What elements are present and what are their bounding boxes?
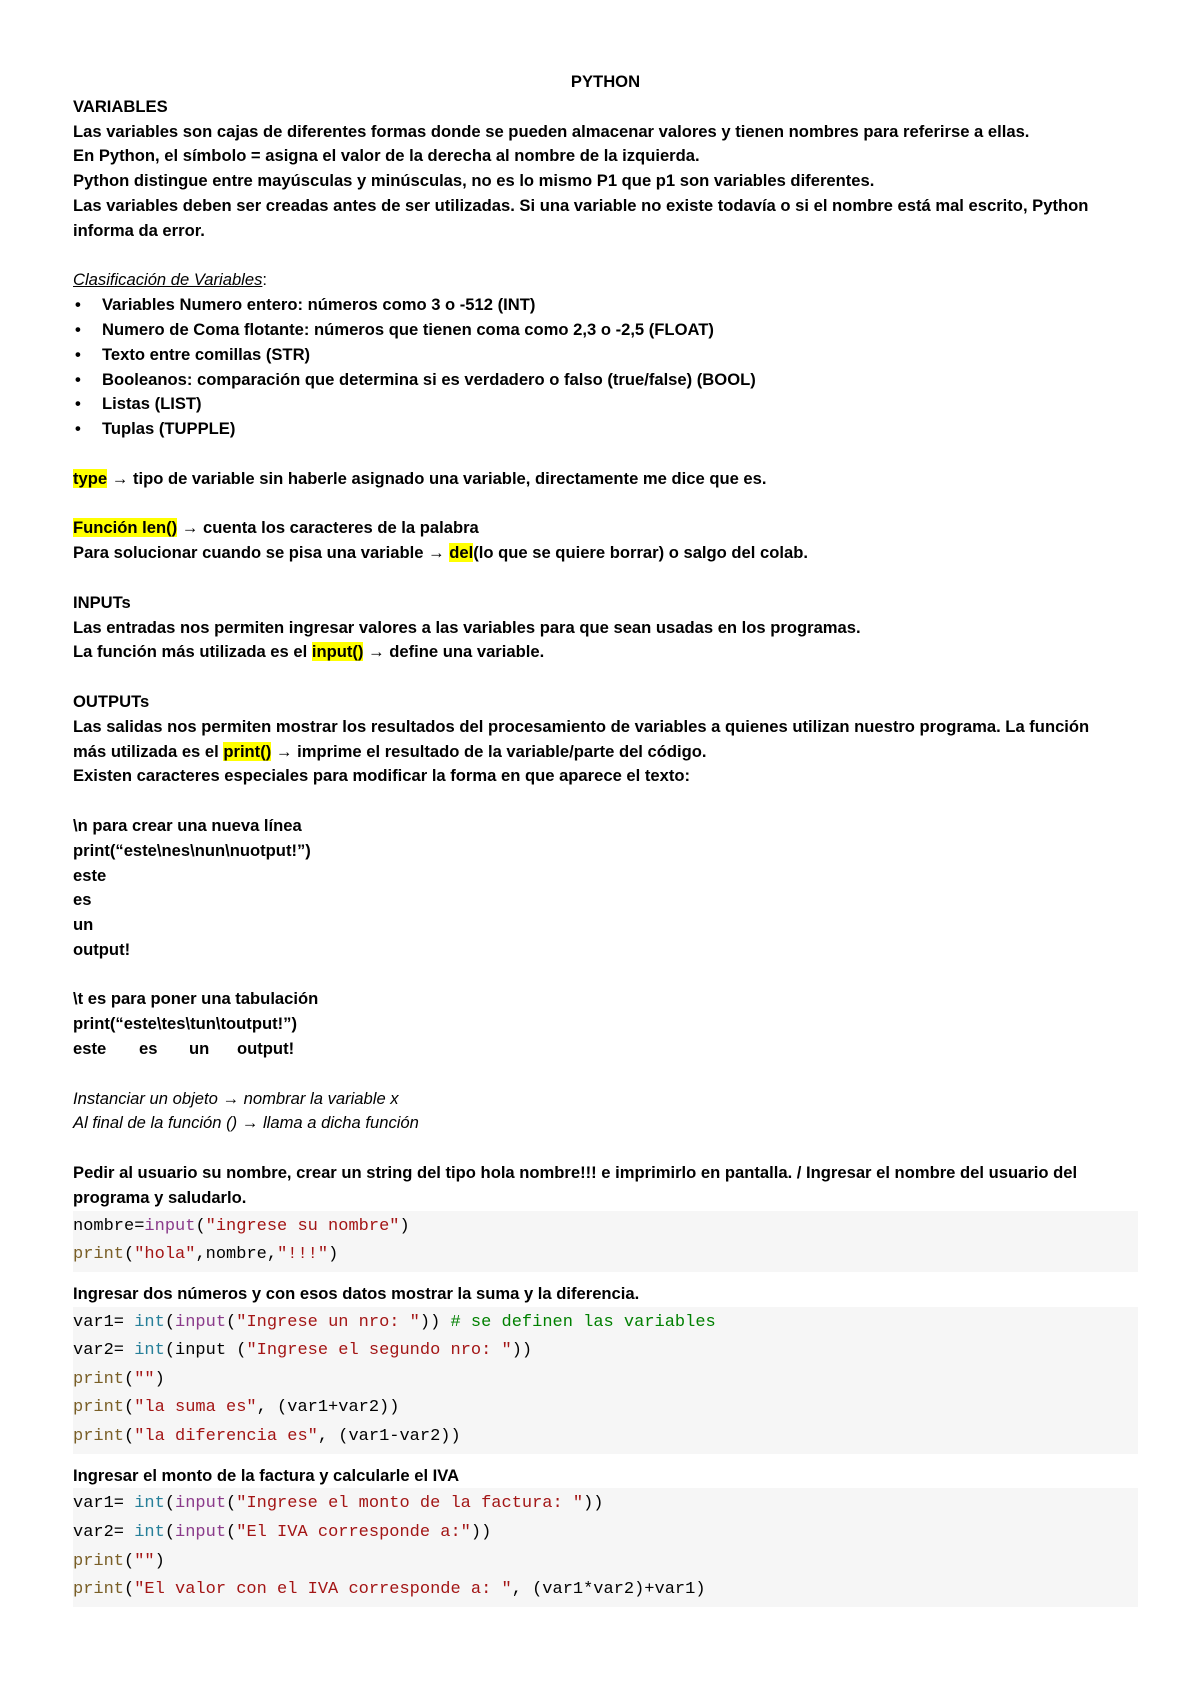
variables-line: Python distingue entre mayúsculas y minúsculas, no es lo mismo P1 que p1 son variables diferentes. [73,171,875,191]
note-line: Al final de la función () → llama a dicha función [73,1113,419,1133]
code-line: print("hola",nombre,"!!!") [73,1245,339,1265]
list-item: • Variables Numero entero: números como 3 o -512 (INT) [75,295,536,315]
tab-heading: \t es para poner una tabulación [73,989,319,1009]
newline-output: un [73,915,94,935]
newline-output: output! [73,939,131,959]
del-line: Para solucionar cuando se pisa una variable → del(lo que se quiere borrar) o salgo del colab. [73,543,808,563]
exercise3-code-block [73,1488,1138,1606]
type-keyword: type [73,468,108,488]
list-item: • Tuplas (TUPPLE) [75,419,236,439]
list-item: • Texto entre comillas (STR) [75,344,311,364]
page-title: PYTHON [570,72,641,91]
code-line: print("El valor con el IVA corresponde a: ", (var1*var2)+var1) [73,1580,706,1600]
code-line: print("la suma es", (var1+var2)) [73,1398,400,1418]
list-item: • Listas (LIST) [75,394,202,414]
code-line: var1= int(input("Ingrese un nro: ")) # se definen las variables [73,1312,716,1332]
inputs-line: La función más utilizada es el input() → define una variable. [73,642,545,662]
code-line: var2= int(input ("Ingrese el segundo nro: ")) [73,1341,533,1361]
print-keyword: print() [223,741,272,761]
outputs-line: Existen caracteres especiales para modificar la forma en que aparece el texto: [73,766,691,786]
del-keyword: del [449,543,474,563]
variables-heading: VARIABLES [73,96,168,116]
list-item: • Booleanos: comparación que determina si es verdadero o falso (true/false) (BOOL) [75,369,756,389]
note-line: Instanciar un objeto → nombrar la variable x [73,1088,399,1108]
newline-output: es [73,890,92,910]
classification-heading: Clasificación de Variables: [73,270,268,290]
code-line: print("la diferencia es", (var1-var2)) [73,1427,461,1447]
outputs-line: más utilizada es el print() → imprime el resultado de la variable/parte del código. [73,741,707,761]
list-item: • Numero de Coma flotante: números que tienen coma como 2,3 o -2,5 (FLOAT) [75,319,714,339]
outputs-line: Las salidas nos permiten mostrar los resultados del procesamiento de variables a quienes utilizan nuestro programa. La función [73,716,1090,736]
type-line: type → tipo de variable sin haberle asignado una variable, directamente me dice que es. [73,468,767,488]
inputs-heading: INPUTs [73,592,131,612]
newline-output: este [73,865,107,885]
len-keyword: Función len() [73,518,178,538]
variables-line: Las variables son cajas de diferentes formas donde se pueden almacenar valores y tienen nombres para referirse a ellas. [73,121,1030,141]
exercise3-prompt: Ingresar el monto de la factura y calcularle el IVA [73,1465,460,1485]
input-keyword: input() [311,642,364,662]
code-line: var1= int(input("Ingrese el monto de la factura: ")) [73,1494,604,1514]
code-line: nombre=input("ingrese su nombre") [73,1216,410,1236]
variables-line: Las variables deben ser creadas antes de ser utilizadas. Si una variable no existe todavía o si el nombre está mal escrito, Python informa da error. [73,195,1089,240]
code-line: print("") [73,1369,165,1389]
classification-list [73,293,1138,442]
code-line: var2= int(input("El IVA corresponde a:")) [73,1523,492,1542]
tab-output: este es un output! [73,1039,295,1059]
len-line: Función len() → cuenta los caracteres de la palabra [73,518,479,538]
exercise1-code-block [73,1211,1138,1272]
newline-code: print(“este\nes\nun\nuotput!”) [73,840,311,860]
document-page [73,70,1138,1607]
exercise2-prompt: Ingresar dos números y con esos datos mostrar la suma y la diferencia. [73,1283,640,1303]
newline-heading: \n para crear una nueva línea [73,815,302,835]
inputs-line: Las entradas nos permiten ingresar valores a las variables para que sean usadas en los programas. [73,617,861,637]
tab-code: print(“este\tes\tun\toutput!”) [73,1014,297,1034]
code-line: print("") [73,1551,165,1571]
exercise1-prompt: Pedir al usuario su nombre, crear un string del tipo hola nombre!!! e imprimirlo en pantalla. / Ingresar el nombre del usuario del programa y saludarlo. [73,1163,1078,1207]
exercise2-code-block [73,1307,1138,1454]
variables-line: En Python, el símbolo = asigna el valor de la derecha al nombre de la izquierda. [73,146,700,166]
outputs-heading: OUTPUTs [73,691,150,711]
